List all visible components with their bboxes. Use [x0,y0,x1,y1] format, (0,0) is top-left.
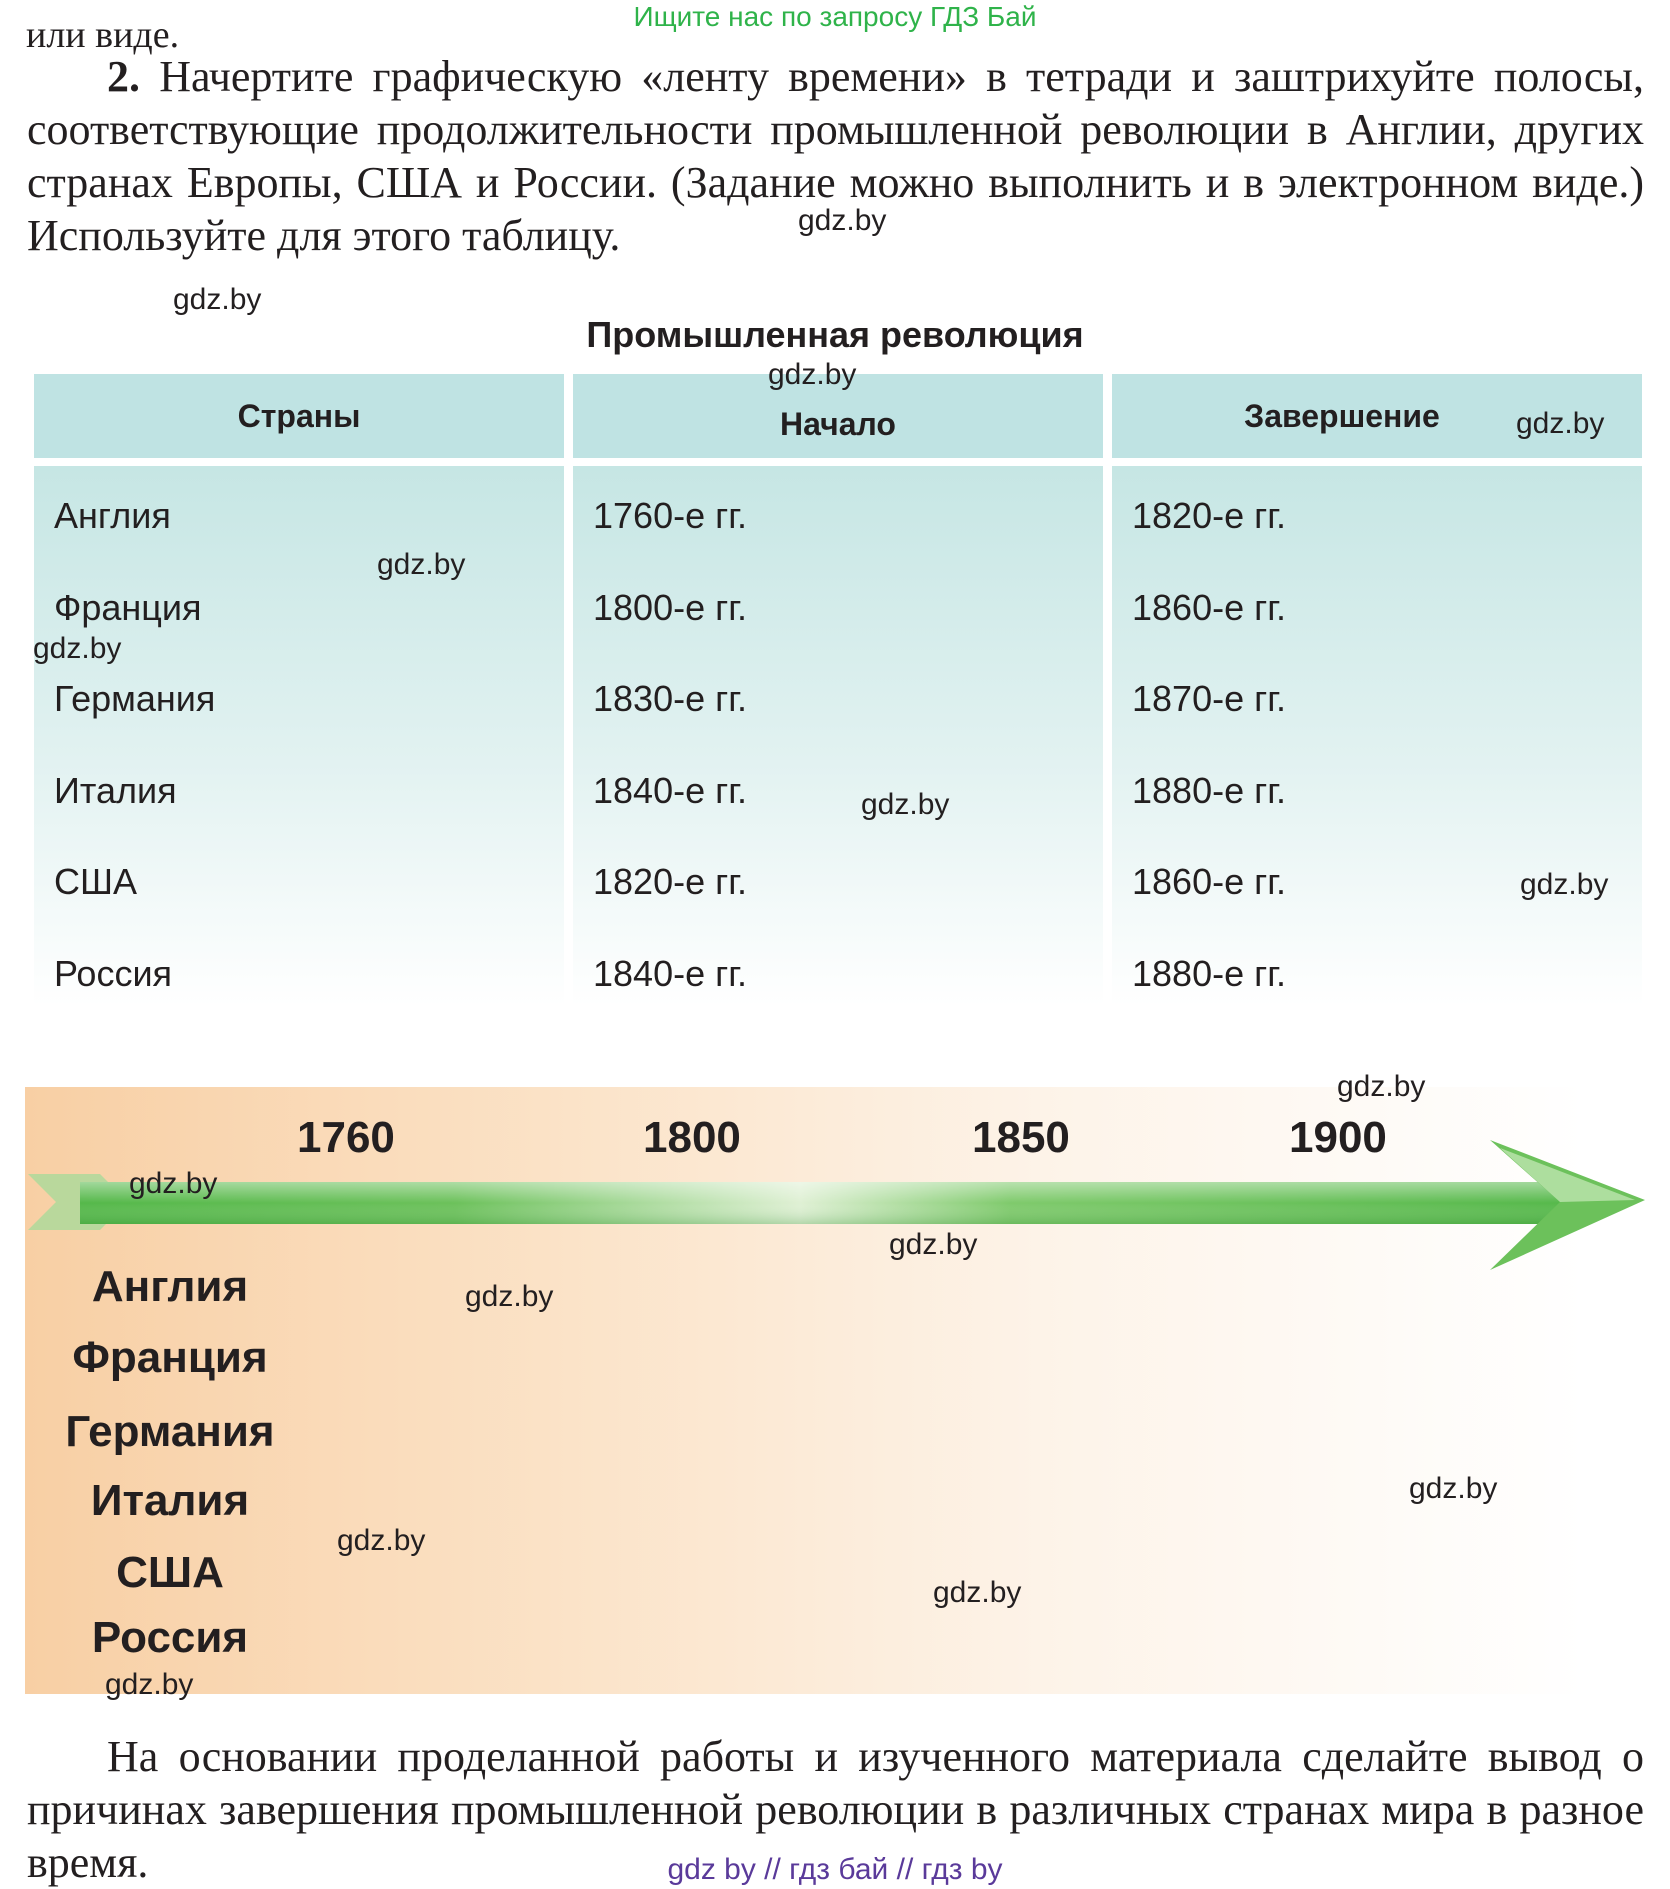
end-cell: 1870-е гг. [1132,678,1286,719]
timeline-year: 1800 [643,1113,741,1162]
watermark: gdz.by [798,204,887,237]
country-cell: Россия [54,953,173,994]
start-cell: 1800-е гг. [593,587,747,628]
table-title: Промышленная революция [586,314,1084,355]
watermark: gdz.by [173,283,262,316]
country-cell: Германия [54,678,216,719]
column-end [1112,466,1642,1006]
column-start [573,466,1103,1006]
timeline-country: Франция [72,1333,268,1382]
watermark: gdz.by [1516,407,1605,440]
search-banner: Ищите нас по запросу ГДЗ Бай [633,1,1037,32]
country-cell: Франция [54,587,202,628]
timeline-arrow [0,1130,1670,1280]
watermark: gdz.by [1520,868,1609,901]
watermark: gdz.by [861,788,950,821]
watermark: gdz.by [889,1228,978,1261]
timeline-country: США [116,1548,224,1597]
watermark: gdz.by [933,1576,1022,1609]
end-cell: 1880-е гг. [1132,770,1286,811]
task-number: 2. [107,52,140,101]
end-cell: 1860-е гг. [1132,861,1286,902]
watermark: gdz.by [337,1524,426,1557]
timeline-country: Италия [90,1476,250,1525]
timeline-year: 1850 [972,1113,1070,1162]
end-cell: 1860-е гг. [1132,587,1286,628]
timeline-country: Англия [91,1262,249,1311]
header-start: Начало [573,374,1103,458]
country-cell: Италия [54,770,177,811]
start-cell: 1840-е гг. [593,953,747,994]
column-countries [34,466,564,1006]
header-countries: Страны [34,374,564,458]
timeline-country: Россия [91,1613,249,1662]
watermark: gdz.by [465,1280,554,1313]
watermark: gdz.by [33,632,122,665]
header-end: Завершение [1112,374,1642,458]
footer-links: gdz by // гдз бай // гдз by [667,1853,1003,1886]
conclusion-text: На основании проделанной работы и изученного материала сделайте вывод о причинах завершения промышленной революции в различных странах мира в разное время. [27,1732,1644,1887]
country-cell: Англия [54,495,171,536]
start-cell: 1760-е гг. [593,495,747,536]
watermark: gdz.by [105,1668,194,1701]
country-cell: США [54,861,138,902]
start-cell: 1840-е гг. [593,770,747,811]
end-cell: 1880-е гг. [1132,953,1286,994]
watermark: gdz.by [768,358,857,391]
start-cell: 1820-е гг. [593,861,747,902]
task-text: Начертите графическую «ленту времени» в тетради и заштрихуйте полосы, соответствующие продолжительности промышленной революции в Англии, других странах Европы, США и России. (Задание можно выполнить и в электронном виде.) Используйте для этого таблицу. [27,52,1644,260]
watermark: gdz.by [1337,1070,1426,1103]
watermark: gdz.by [1409,1472,1498,1505]
timeline-country: Германия [65,1407,275,1456]
timeline-year: 1760 [297,1113,395,1162]
start-cell: 1830-е гг. [593,678,747,719]
timeline-year: 1900 [1289,1113,1387,1162]
watermark: gdz.by [129,1167,218,1200]
cut-text-fragment: или виде. [26,14,180,56]
end-cell: 1820-е гг. [1132,495,1286,536]
watermark: gdz.by [377,548,466,581]
